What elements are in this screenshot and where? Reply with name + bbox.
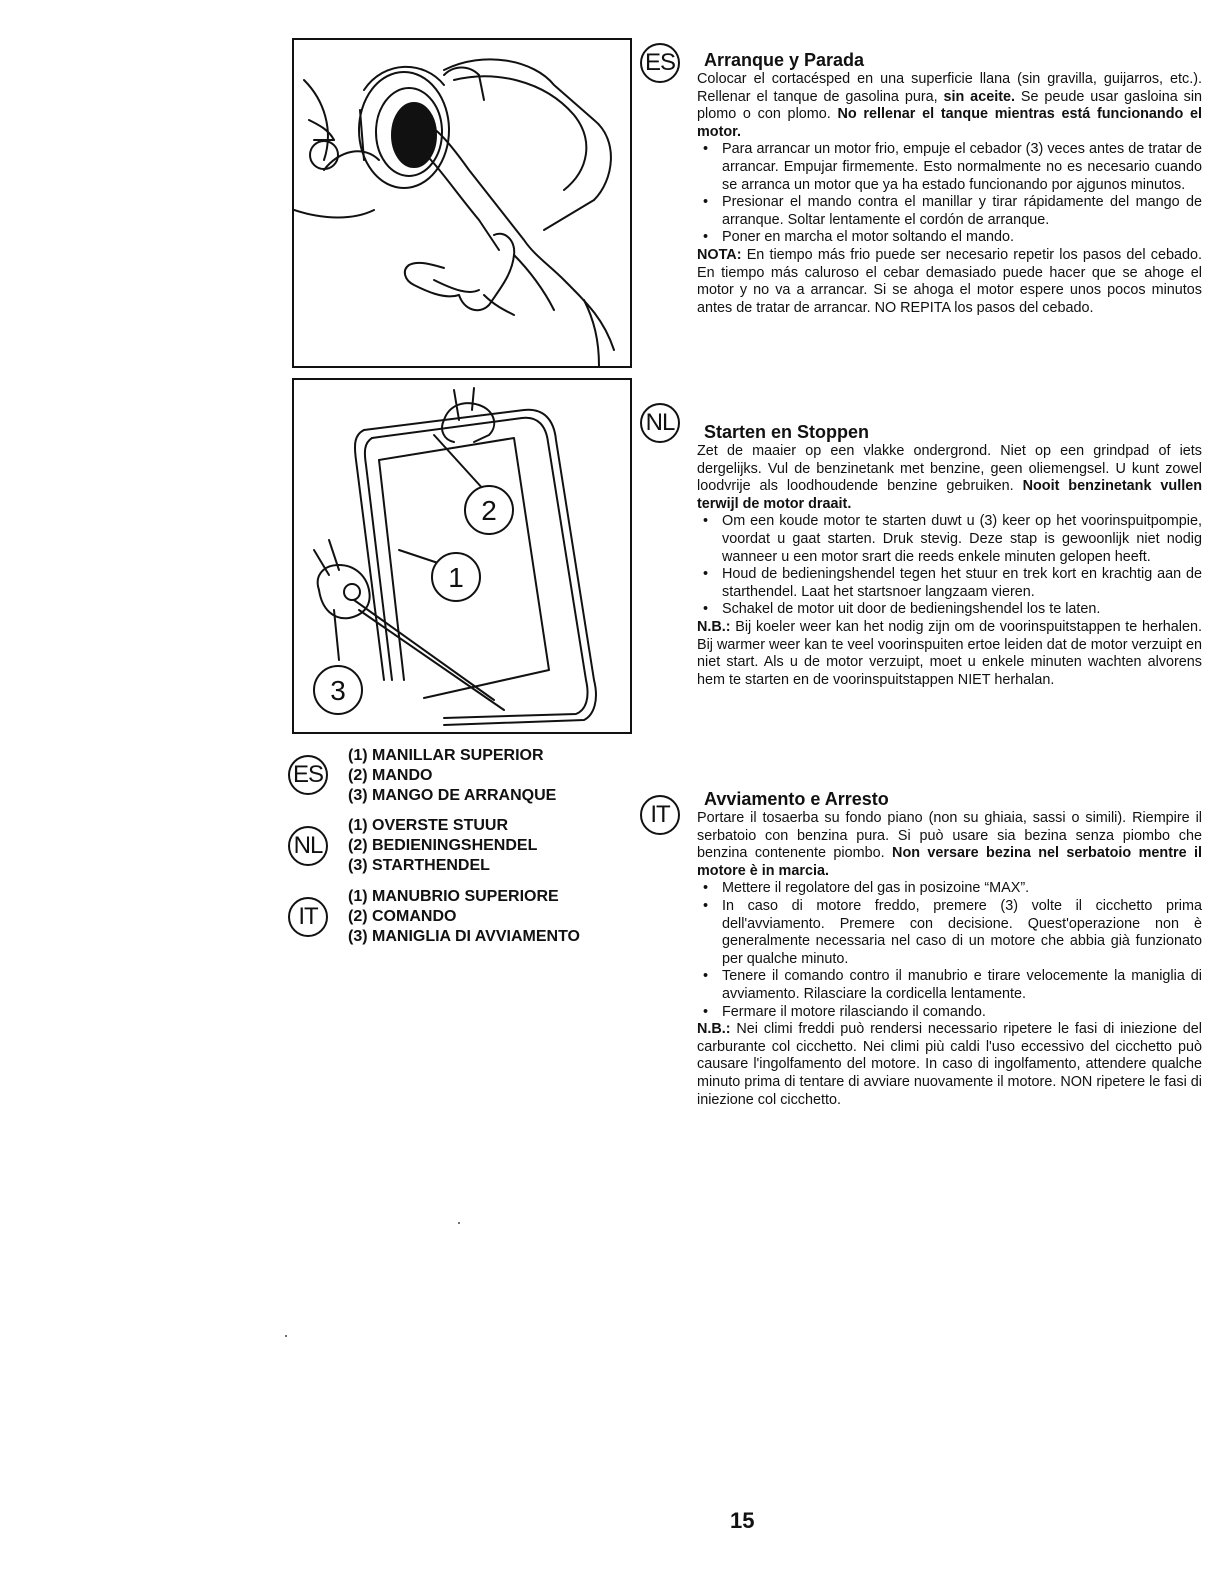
callout-3-label: 3 [330,675,346,706]
callout-1 [432,553,480,601]
primer-drawing [294,40,630,366]
callout-2 [465,486,513,534]
legend-nl-badge [288,826,328,866]
legend-it-item-1: (1) MANUBRIO SUPERIORE [348,888,559,905]
list-item: • Presionar el mando contra el manillar y tirar rápidamente del mango de arranque. Soltar lentamente el cordón de arranque. [697,194,1202,229]
legend-nl-item-3: (3) STARTHENDEL [348,857,490,874]
section-nl-note [697,619,1202,689]
section-nl-intro-text: Zet de maaier op een vlakke ondergrond. Niet op een grindpad of iets dergelijks. Vul de benzinetank met benzine, geen oliemengsel. U kunt zowel loodvrije als loodhoudende benzine gebruiken. [697,443,1202,495]
list-item: • Houd de bedieningshendel tegen het stuur en trek kort en krachtig aan de starthendel. Laat het startsnoer langzaam vieren. [697,566,1202,601]
callout-2-label: 2 [481,495,497,526]
list-item: • Om een koude motor te starten duwt u (3) keer op het voorinspuitpompie, voordat u gaat starten. Druk stevig. Deze stap is gewoonlijk niet nodig wanneer u een motor srart die reeds enkele minuten gelopen heeft. [697,513,1202,566]
section-nl-note-text: Bij koeler weer kan het nodig zijn om de voorinspuitstappen te herhalen. Bij warmer weer kan te veel voorinspuiten ertoe leiden dat de motor verzuipt en niet start. Als u de motor verzuipt, moet u enkele minuten wachten alvorens hem te starten en de voorinspuitstappen NIET herhalan. [697,618,1202,688]
legend-es-item-1: (1) MANILLAR SUPERIOR [348,747,544,764]
section-it-badge-text: IT [650,801,670,828]
section-it-badge [640,795,680,835]
callout-1-label: 1 [448,562,464,593]
legend-it [348,887,580,947]
legend-es-item-3: (3) MANGO DE ARRANQUE [348,787,557,804]
section-nl-intro [697,443,1202,513]
section-it-intro-bold: Non versare bezina nel serbatoio mentre il motore è in marcia. [697,845,1202,879]
handle-illustration [292,378,632,734]
section-es-intro-mid: Se peude usar gasloina sin plomo o con plomo. [697,88,1203,123]
section-it-note-text: Nei climi freddi può rendersi necessario ripetere le fasi di iniezione del carburante col cicchetto. Nei climi più caldi l'uso eccessivo del cicchetto può causare l'ingolfamento del motore. In caso di ingolfamento, attendere qualche minuto prima di tentare di avviare nuovamente il motore. NON ripetere le fasi di iniezione col cicchetto. [697,1021,1202,1108]
list-item: • Mettere il regolatore del gas in posizoine “MAX”. [697,880,1202,898]
section-es-intro-text: Colocar el cortacésped en una superficie llana (sin gravilla, guijarros, etc.). Rellenar el tanque de gasolina pura, [697,71,1202,105]
list-item: • Schakel de motor uit door de bedieningshendel los te laten. [697,601,1202,619]
section-es-intro-bold1: sin aceite. [943,88,1015,105]
section-it-intro-text: Portare il tosaerba su fondo piano (non su ghiaia, sassi o simili). Riempire il serbatoio con benzina pura. Si può usare sia bezina senza piombo che benzina contenente piombo. [697,810,1202,862]
legend-es-item-2: (2) MANDO [348,767,433,784]
section-es-intro-bold2: No rellenar el tanque mientras está funcionando el motor. [697,106,1203,140]
section-it-note-label: N.B.: [697,1021,731,1038]
section-it-title: Avviamento e Arresto [704,789,889,809]
section-nl-badge [640,403,680,443]
legend-nl-item-2: (2) BEDIENINGSHENDEL [348,837,538,854]
page-number: 15 [730,1508,755,1533]
section-nl [697,422,1202,689]
section-nl-intro-bold: Nooit benzinetank vullen terwijl de motor draait. [697,478,1203,512]
scan-speck [458,1222,460,1224]
callout-3 [314,666,362,714]
section-nl-note-label: N.B.: [697,618,731,635]
section-es [697,50,1202,317]
section-it-list [697,880,1202,1021]
legend-it-item-3: (3) MANIGLIA DI AVVIAMENTO [348,928,580,945]
legend-es [348,746,556,806]
legend-it-badge [288,897,328,937]
section-es-badge-text: ES [644,49,675,76]
legend-es-badge-text: ES [292,761,323,788]
section-nl-badge-text: NL [645,409,675,436]
section-es-badge [640,43,680,83]
section-es-note [697,247,1202,317]
list-item: • Fermare il motore rilasciando il comando. [697,1004,1202,1022]
section-es-note-text: En tiempo más frio puede ser necesario repetir los pasos del cebado. En tiempo más caluroso el cebar demasiado puede hacer que se ahoge el motor y no va a arrancar. Si se ahoga el motor espere unos pocos minutos antes de tratar de arrancar. NO REPITA los pasos del cebado. [697,246,1203,316]
legend-nl-badge-text: NL [293,832,323,859]
list-item: • Para arrancar un motor frio, empuje el cebador (3) veces antes de tratar de arrancar. Empujar firmemente. Esto normalmente no es necesario cuando se arranca un motor que ya ha estado funcionando por ajgunos minutos. [697,141,1202,194]
section-nl-list [697,513,1202,619]
section-es-list [697,141,1202,247]
section-it-intro [697,810,1202,880]
section-es-title: Arranque y Parada [704,50,865,70]
section-nl-title: Starten en Stoppen [704,422,870,442]
section-es-intro [697,71,1202,141]
list-item: • In caso di motore freddo, premere (3) volte il cicchetto prima dell'avviamento. Premere con decisione. Quest'operazione non è generalmente necessaria nel caso di un motore che abbia già funzionato per qualche minuto. [697,898,1202,968]
list-item: • Tenere il comando contro il manubrio e tirare velocemente la maniglia di avviamento. Rilasciare la cordicella lentamente. [697,968,1202,1003]
legend-it-item-2: (2) COMANDO [348,908,457,925]
legend-nl [348,816,537,876]
primer-illustration [292,38,632,368]
section-es-note-label: NOTA: [697,246,742,263]
list-item: • Poner en marcha el motor soltando el mando. [697,229,1202,247]
scan-speck [285,1335,287,1337]
section-it [697,789,1202,1109]
legend-it-badge-text: IT [298,903,318,930]
handle-drawing [294,380,630,732]
legend-nl-item-1: (1) OVERSTE STUUR [348,817,509,834]
legend-es-badge [288,755,328,795]
section-it-note [697,1021,1202,1109]
